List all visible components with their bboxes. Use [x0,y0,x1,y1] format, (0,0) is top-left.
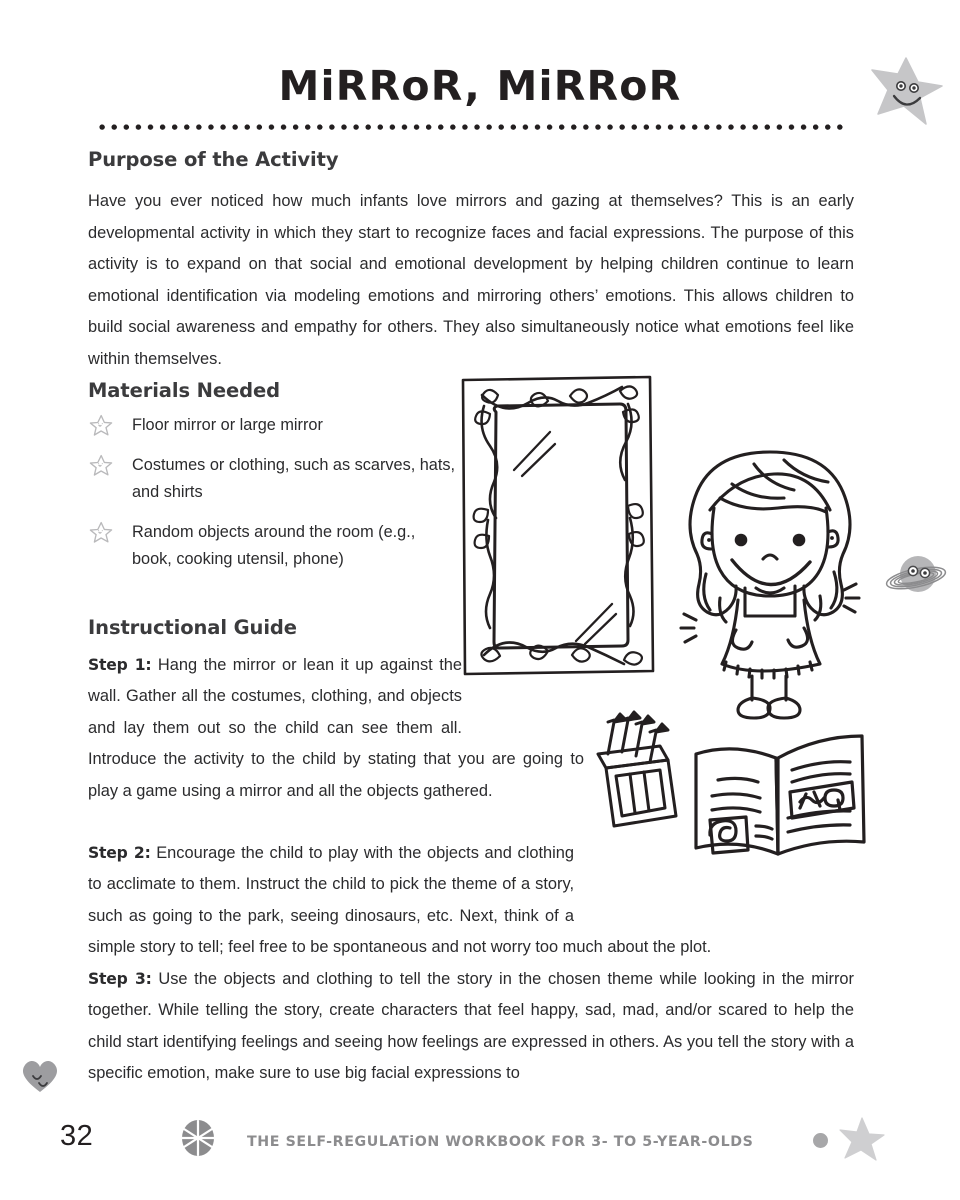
list-item [88,452,458,506]
step-3-text: Use the objects and clothing to tell the story in the chosen theme while looking in the mirror together. While telling the story, create characters that feel happy, sad, mad, and/or scared to help the child start identifying feelings and seeing how feelings are expressed in others. As you tell the story with a specific emotion, make sure to use big facial expressions to [88,970,855,1083]
list-item [88,412,458,439]
purpose-paragraph: Have you ever noticed how much infants love mirrors and gazing at themselves? This is an early developmental activity in which they start to recognize faces and facial expressions. The purpose of this activity is to expand on that social and emotional development by helping children continue to learn emotional identification via modeling emotions and mirroring others’ emotions. This allows children to build social awareness and empathy for others. They also simultaneously notice what emotions feel like within themselves. [88,192,854,368]
smiling-girl-illustration [668,448,872,724]
list-item [88,519,458,573]
footer-dot-ornament [813,1133,828,1148]
list-item-label: Random objects around the room (e.g., book, cooking utensil, phone) [132,523,416,568]
star-outline-icon [88,520,114,546]
list-item-label: Costumes or clothing, such as scarves, hats, and shirts [132,456,456,501]
page-title: MiRRoR, MiRRoR [278,62,682,110]
step-1-text: Hang the mirror or lean it up against the wall. Gather all the costumes, clothing, and objects and lay them out so the child can see them all. Introduce the activity to the child by stating that you are going to play a game using a mirror and all the objects gathered. [88,656,584,800]
open-book-illustration [688,722,870,874]
ornate-mirror-illustration [452,374,660,678]
star-outline-icon [88,413,114,439]
list-item-label: Floor mirror or large mirror [132,416,323,434]
step-3-label: Step 3: [88,970,152,988]
sleeping-heart-ornament [18,1052,62,1096]
step-2-text: Encourage the child to play with the objects and clothing to acclimate to them. Instruct the child to pick the theme of a story, such as going to the park, seeing dinosaurs, etc. Next, think of a simple story to tell; feel free to be spontaneous and not worry too much about the plot. [88,844,712,957]
footer-star-ornament [838,1115,884,1161]
section-heading-materials: Materials Needed [88,379,280,402]
footer-ball-ornament [180,1119,216,1157]
planet-ornament [884,548,948,604]
pencil-box-illustration [572,706,690,836]
materials-list [88,412,458,586]
step-3-paragraph [88,964,854,1090]
step-1-label: Step 1: [88,656,152,674]
step-2-label: Step 2: [88,844,151,862]
section-heading-guide: Instructional Guide [88,616,297,639]
page-number: 32 [60,1120,94,1152]
dotted-divider [99,124,847,131]
smiling-star-ornament [868,52,946,130]
section-heading-purpose: Purpose of the Activity [88,148,339,171]
star-outline-icon [88,453,114,479]
running-head: THE SELF-REGULATiON WORKBOOK FOR 3- TO 5-YEAR-OLDS [247,1134,754,1150]
